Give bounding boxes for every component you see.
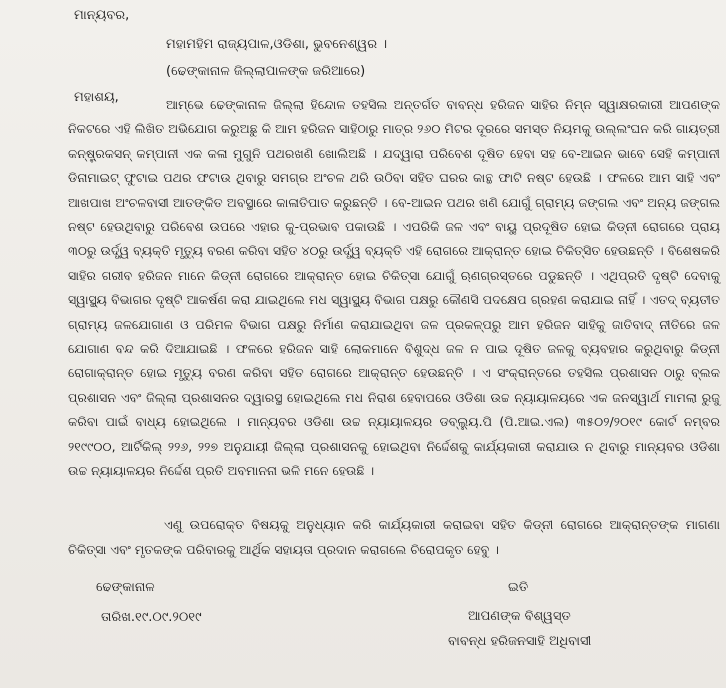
- recipient-line-1: ମହାମହିମ ରାଜ୍ୟପାଳ,ଓଡିଶା, ଭୁବନେଶ୍ୱର ।: [166, 37, 388, 52]
- body-paragraph-1: ଆମ୍ଭେ ଢେଙ୍କାନାଳ ଜିଲ୍ଲା ହିନ୍ଦୋଳ ତହସିଲ ଅନ୍ତର୍ଗତ ବାବନ୍ଧ ହରିଜନ ସାହିର ନିମ୍ନ ସ୍ୱାକ୍ଷରକାରୀ ଆପଣଙ୍କ ନିକଟରେ ଏହି ଲିଖିତ ଅଭିଯୋଗ କରୁଅଛୁ କି ଆମ ହରିଜନ ସାହିଠାରୁ ମାତ୍ର ୨୬୦ ମିଟର ଦୂରରେ ସମସ୍ତ ନିୟମକୁ ଉଲ୍ଲଂଘନ କରି ଗାୟତ୍ରୀ କନ୍‌ଷ୍ଟ୍ରକସନ୍ କମ୍ପାନୀ ଏକ କଳା ମୁଗୁନି ପଥରଖଣି ଖୋଲିଅଛି । ଯଦ୍ୱାରା ପରିବେଶ ଦୂଷିତ ହେବା ସହ ବେ-ଆଇନ ଭାବେ ସେହି କମ୍ପାନୀ ଡିନାମାଇଟ୍ ଫୁଟାଇ ପଥର ଫଟାଉ ଥିବାରୁ ସମଗ୍ର ଅଂଚଳ ଥରି ଉଠିବା ସହିତ ଘରର କାନ୍ଥ ଫାଟି ନଷ୍ଟ ହେଉଛି । ଫଳରେ ଆମ ସାହି ଏବଂ ଆଖପାଖ ଅଂଚଳବାସୀ ଆତଙ୍କିତ ଅବସ୍ଥାରେ କାଳାତିପାତ କରୁଛନ୍ତି । ବେ-ଆଇନ ପଥର ଖଣି ଯୋଗୁଁ ଗ୍ରାମ୍ୟ ଜଙ୍ଗଲ ଏବଂ ଅନ୍ୟ ଜଙ୍ଗଲ ନଷ୍ଟ ହେଉଥିବାରୁ ପରିବେଶ ଉପରେ ଏହାର କୁ-ପ୍ରଭାବ ପକାଉଛି । ଏପରିକି ଜଳ ଏବଂ ବାୟୁ ପ୍ରଦୂଷିତ ହୋଇ କିଡ୍‌ନୀ ରୋଗରେ ପ୍ରାୟ ୩୦ରୁ ଉର୍ଦ୍ଧ୍ୱ ବ୍ୟକ୍ତି ମୃତ୍ୟୁ ବରଣ କରିବା ସହିତ ୪୦ରୁ ଉର୍ଦ୍ଧ୍ୱ ବ୍ୟକ୍ତି ଏହି ରୋଗରେ ଆକ୍ରାନ୍ତ ହୋଇ ଚିକିତ୍ସିତ ହେଉଛନ୍ତି । ବିଶେଷକରି ସାହିର ଗରୀବ ହରିଜନ ମାନେ କିଡ୍‌ନୀ ରୋଗରେ ଆକ୍ରାନ୍ତ ହୋଇ ଚିକିତ୍ସା ଯୋଗୁଁ ଋଣଗ୍ରସ୍ତରେ ପଡୁଛନ୍ତି । ଏଥିପ୍ରତି ଦୃଷ୍ଟି ଦେବାକୁ ସ୍ୱାସ୍ଥ୍ୟ ବିଭାଗର ଦୃଷ୍ଟି ଆକର୍ଷଣ କରା ଯାଇଥିଲେ ମଧ ସ୍ୱାସ୍ଥ୍ୟ ବିଭାଗ ପକ୍ଷରୁ କୌଣସି ପଦକ୍ଷେପ ଗ୍ରହଣ କରାଯାଇ ନାହିଁ । ଏତଦ୍ ବ୍ୟତୀତ ଗ୍ରାମ୍ୟ ଜଳଯୋଗାଣ ଓ ପରିମଳ ବିଭାଗ ପକ୍ଷରୁ ନିର୍ମାଣ କରାଯାଇଥିବା ଜଳ ପ୍ରକଳ୍ପରୁ ଆମ ହରିଜନ ସାହିକୁ ଜାତିବାଦ୍ ନୀତିରେ ଜଳ ଯୋଗାଣ ବନ୍ଦ କରି ଦିଆଯାଇଛି । ଫଳରେ ହରିଜନ ସାହି ଲୋକମାନେ ବିଶୁଦ୍ଧ ଜଳ ନ ପାଇ ଦୂଷିତ ଜଳକୁ ବ୍ୟବହାର କରୁଥିବାରୁ କିଡ୍‌ନୀ ରୋଗାକ୍ରାନ୍ତ ହୋଇ ମୃତ୍ୟୁ ବରଣ କରିବା ସହିତ ରୋଗରେ ଆକ୍ରାନ୍ତ ହେଉଛନ୍ତି । ଏ ସଂକ୍ରାନ୍ତରେ ତହସିଲ ପ୍ରଶାସନ ଠାରୁ ବ୍ଲକ ପ୍ରଶାସନ ଏବଂ ଜିଲ୍ଲା ପ୍ରଶାସନର ଦ୍ୱାରସ୍ଥ ହୋଇଥିଲେ ମଧ ନିରାଶ ହେବାପରେ ଓଡିଶା ଉଚ୍ଚ ନ୍ୟାୟାଳୟରେ ଏକ ଜନସ୍ୱାର୍ଥ ମାମଲା ରୁଜୁ କରିବା ପାଇଁ ବାଧ୍ୟ ହୋଇଥିଲେ । ମାନ୍ୟବର ଓଡିଶା ଉଚ୍ଚ ନ୍ୟାୟାଳୟର ଡବ୍ଲ୍ୟୁ.ପି (ପି.ଆଇ.ଏଲ) ୩୫୦୨/୨୦୧୯ କୋର୍ଟ ନମ୍ବର ୨୧୯୯୦୦, ଆର୍ଟିକିଲ୍ ୨୨୬, ୨୨୭ ଅନୁଯାୟୀ ଜିଲ୍ଲା ପ୍ରଶାସନକୁ ହୋଇଥିବା ନିର୍ଦ୍ଦେଶକୁ କାର୍ଯ୍ୟକାରୀ କରାଯାଉ ନ ଥିବାରୁ ମାନ୍ୟବର ଓଡିଶା ଉଚ୍ଚ ନ୍ୟାୟାଳୟର ନିର୍ଦ୍ଦେଶ ପ୍ରତି ଅବମାନନା ଭଳି ମନେ ହେଉଛି ।: [68, 97, 720, 479]
- closing-word: ଇତି: [508, 580, 529, 595]
- signatory: ବାବନ୍ଧ ହରିଜନସାହି ଅଧିବାସୀ: [448, 634, 592, 649]
- recipient-line-2: (ଢେଙ୍କାନାଳ ଜିଲ୍ଲାପାଳଙ୍କ ଜରିଆରେ): [166, 64, 366, 79]
- place: ଢେଙ୍କାନାଳ: [96, 580, 155, 595]
- date: ତାରିଖ.୧୯.୦୯.୨୦୧୯: [101, 610, 202, 625]
- greeting: ମହାଶୟ,: [74, 90, 119, 105]
- body-paragraph-2: ଏଣୁ ଉପରୋକ୍ତ ବିଷୟକୁ ଅନୁଧ୍ୟାନ କରି କାର୍ଯ୍ୟକାରୀ କରାଇବା ସହିତ କିଡ୍‌ନୀ ରୋଗରେ ଆକ୍ରାନ୍ତଙ୍କ ମାଗଣା ଚିକିତ୍ସା ଏବଂ ମୃତକଙ୍କ ପରିବାରକୁ ଆର୍ଥିକ ସହାୟତା ପ୍ରଦାନ କରାଗଲେ ଚିରୋପକୃତ ହେବୁ ।: [68, 517, 720, 557]
- salutation: ମାନ୍ୟବର,: [74, 8, 130, 23]
- sign-off: ଆପଣଙ୍କ ବିଶ୍ୱସ୍ତ: [468, 609, 571, 624]
